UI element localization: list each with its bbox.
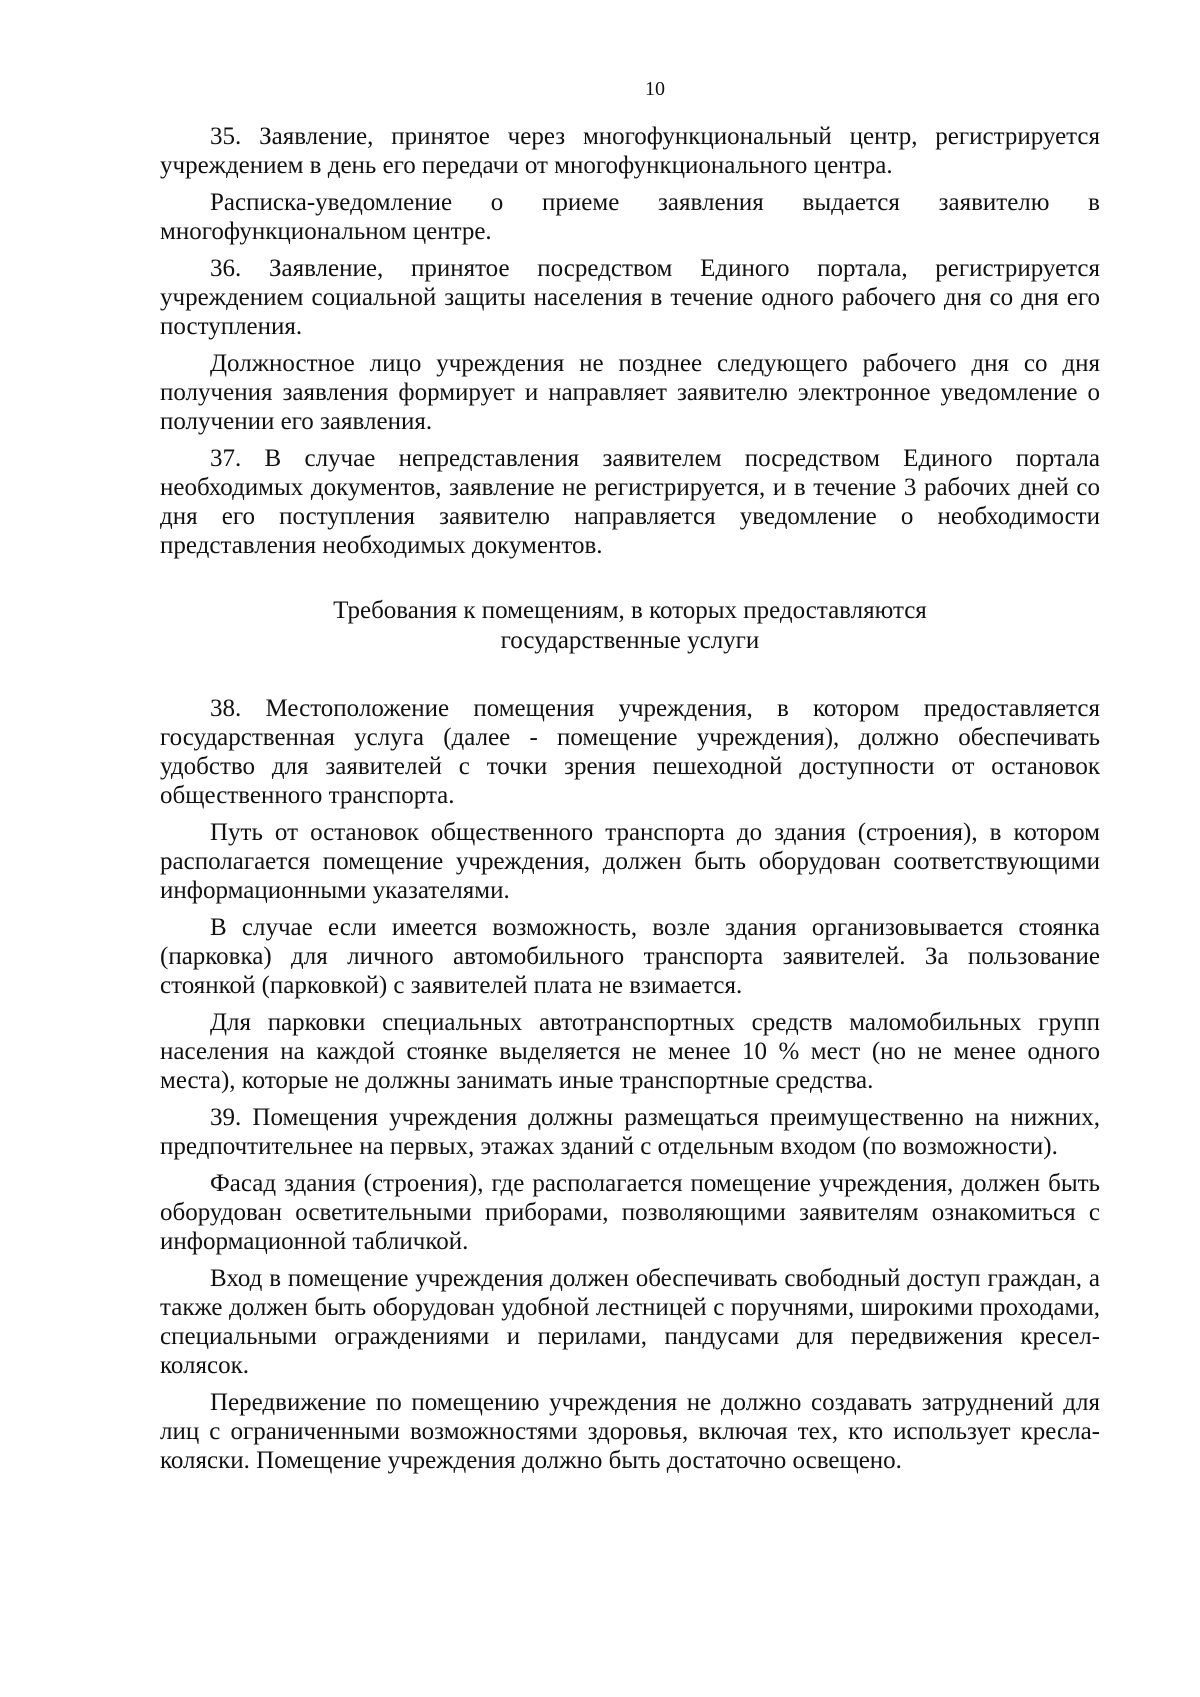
section-heading <box>160 596 1100 656</box>
paragraph-official-notification: Должностное лицо учреждения не позднее следующего рабочего дня со дня получения заявления формирует и направляет заявителю электронное уведомление о получении его заявления. <box>160 350 1100 435</box>
paragraph-transport-path: Путь от остановок общественного транспорта до здания (строения), в котором располагается помещение учреждения, должен быть оборудован соответствующими информационными указателями. <box>160 819 1100 904</box>
paragraph-receipt-notice: Расписка-уведомление о приеме заявления выдается заявителю в многофункциональном центре. <box>160 189 1100 245</box>
paragraph-35: 35. Заявление, принятое через многофункциональный центр, регистрируется учреждением в день его передачи от многофункционального центра. <box>160 123 1100 179</box>
document-body <box>160 122 1100 1483</box>
section-heading-line-1: Требования к помещениям, в которых предоставляются <box>333 597 927 624</box>
page-number: 10 <box>645 78 665 100</box>
paragraph-39: 39. Помещения учреждения должны размещаться преимущественно на нижних, предпочтительнее на первых, этажах зданий с отдельным входом (по возможности). <box>160 1104 1100 1160</box>
paragraph-36: 36. Заявление, принятое посредством Единого портала, регистрируется учреждением социальной защиты населения в течение одного рабочего дня со дня его поступления. <box>160 255 1100 340</box>
paragraph-37: 37. В случае непредставления заявителем посредством Единого портала необходимых документов, заявление не регистрируется, и в течение 3 рабочих дней со дня его поступления заявителю направляется уведомление о необходимости представления необходимых документов. <box>160 445 1100 559</box>
paragraph-38: 38. Местоположение помещения учреждения, в котором предоставляется государственная услуга (далее - помещение учреждения), должно обеспечивать удобство для заявителей с точки зрения пешеходной доступности от остановок общественного транспорта. <box>160 695 1100 809</box>
paragraph-movement: Передвижение по помещению учреждения не должно создавать затруднений для лиц с ограниченными возможностями здоровья, включая тех, кто использует кресла-коляски. Помещение учреждения должно быть достаточно освещено. <box>160 1389 1100 1474</box>
paragraph-parking: В случае если имеется возможность, возле здания организовывается стоянка (парковка) для личного автомобильного транспорта заявителей. За пользование стоянкой (парковкой) с заявителей плата не взимается. <box>160 914 1100 999</box>
section-heading-line-2: государственные услуги <box>500 627 760 654</box>
paragraph-facade: Фасад здания (строения), где располагается помещение учреждения, должен быть оборудован осветительными приборами, позволяющими заявителям ознакомиться с информационной табличкой. <box>160 1170 1100 1255</box>
paragraph-entrance: Вход в помещение учреждения должен обеспечивать свободный доступ граждан, а также должен быть оборудован удобной лестницей с поручнями, широкими проходами, специальными ограждениями и перилами, пандусами для передвижения кресел-колясок. <box>160 1265 1100 1379</box>
paragraph-disabled-parking: Для парковки специальных автотранспортных средств маломобильных групп населения на каждой стоянке выделяется не менее 10 % мест (но не менее одного места), которые не должны занимать иные транспортные средства. <box>160 1009 1100 1094</box>
